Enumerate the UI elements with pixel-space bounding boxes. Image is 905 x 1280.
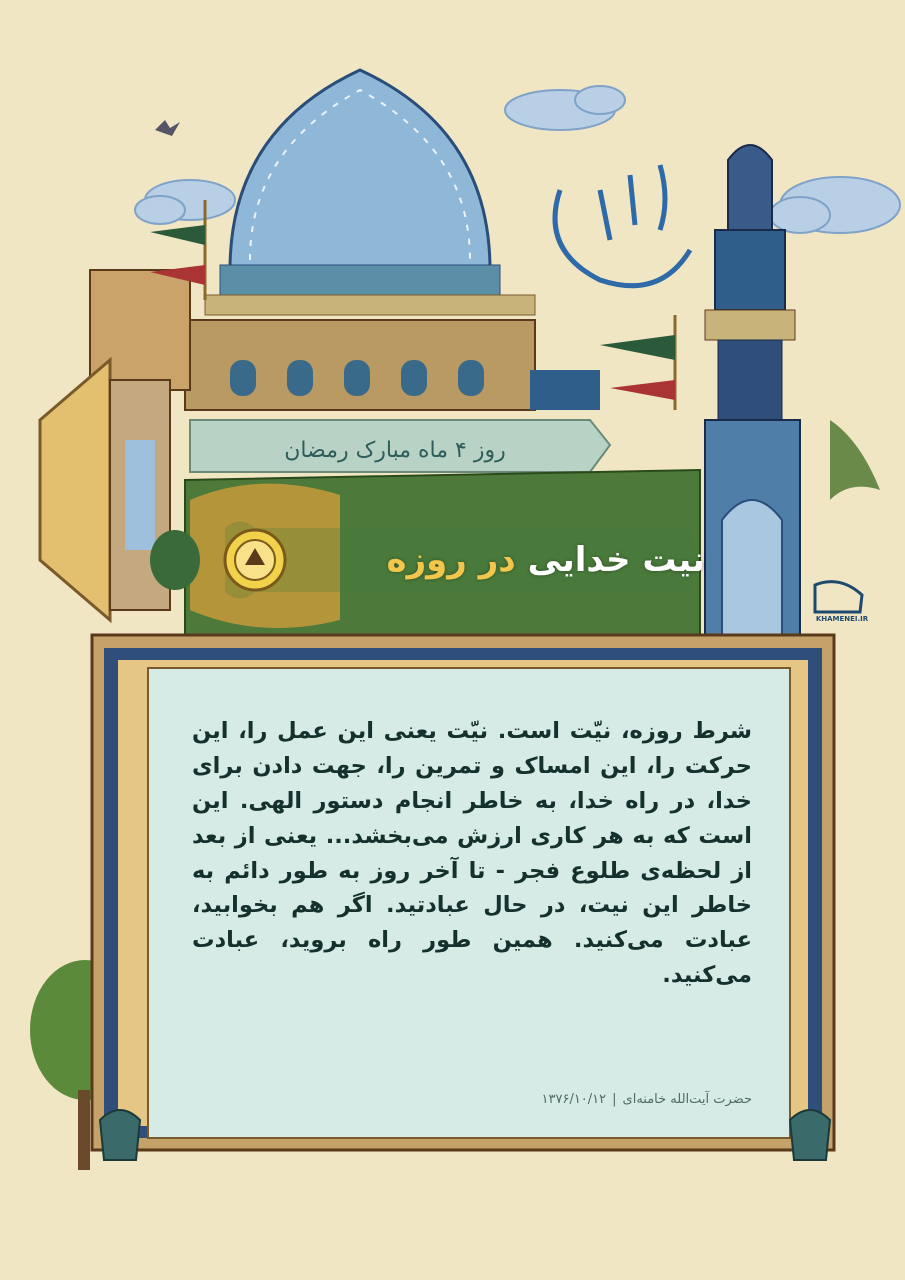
attribution-date: ۱۳۷۶/۱۰/۱۲	[541, 1092, 607, 1107]
quote-panel	[148, 668, 790, 1138]
title-banner	[225, 530, 705, 590]
attribution-author: حضرت آیت‌الله خامنه‌ای	[622, 1092, 752, 1107]
quote-text: شرط روزه، نیّت است. نیّت یعنی این عمل را، این حرکت را، این امساک و تمرین را، جهت دادن برای خدا، در راه خدا، به خاطر انجام دستور الهی. این است که به هر کاری ارزش می‌بخشد... یعنی از بعد از لحظه‌ی طلوع فجر - تا آخر روز به طور دائم به خاطر این نیت، در حال عبادتید. اگر هم بخوابید، عبادت می‌کنید. همین طور راه بروید، عبادت می‌کنید.	[192, 718, 752, 989]
site-logo-label: KHAMENEI.IR	[815, 615, 869, 623]
title-primary: نیت خدایی	[527, 540, 705, 580]
title-highlight: در روزه	[386, 540, 516, 580]
attribution-separator: |	[612, 1092, 617, 1107]
page-title	[387, 540, 706, 580]
attribution	[192, 1092, 752, 1107]
day-label: روز ۴ ماه مبارک رمضان	[284, 437, 506, 463]
